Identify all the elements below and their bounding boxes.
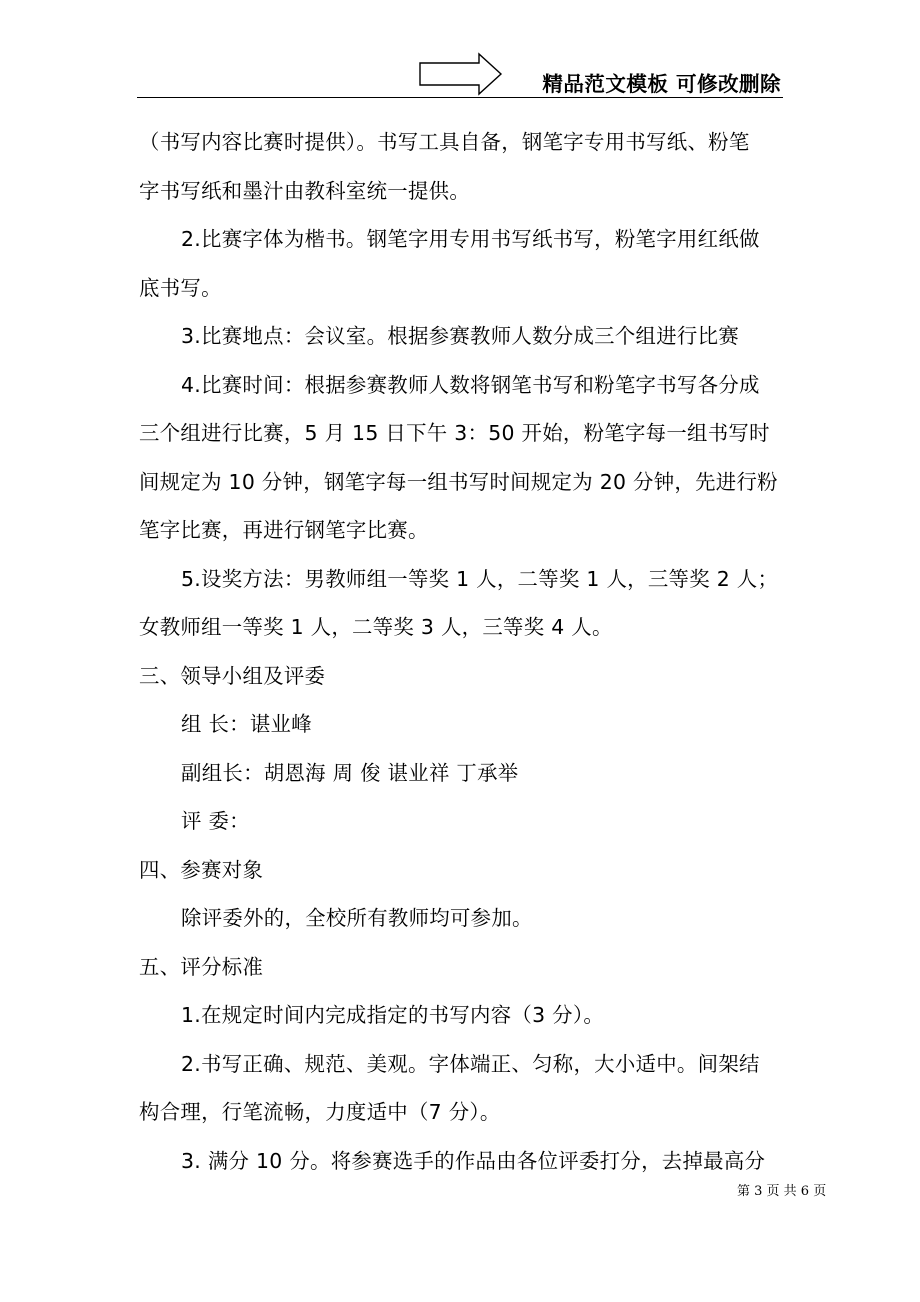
arrow-right-icon [419, 52, 503, 96]
body-line: 2.比赛字体为楷书。钢笔字用专用书写纸书写，粉笔字用红纸做 [181, 227, 760, 251]
body-line: 构合理，行笔流畅，力度适中（7 分）。 [139, 1100, 501, 1124]
body-line: 除评委外的，全校所有教师均可参加。 [181, 906, 533, 930]
body-line: （书写内容比赛时提供）。书写工具自备，钢笔字专用书写纸、粉笔 [139, 130, 750, 154]
body-line: 1.在规定时间内完成指定的书写内容（3 分）。 [181, 1003, 605, 1027]
section-heading: 四、参赛对象 [139, 857, 264, 882]
section-heading: 三、领导小组及评委 [139, 663, 326, 688]
body-line: 评 委： [181, 809, 250, 833]
page-number: 第 3 页 共 6 页 [737, 1184, 827, 1199]
document-body [139, 118, 789, 1185]
body-line: 4.比赛时间：根据参赛教师人数将钢笔书写和粉笔字书写各分成 [181, 372, 760, 397]
body-line: 女教师组一等奖 1 人，二等奖 3 人，三等奖 4 人。 [139, 615, 613, 639]
body-line: 3.比赛地点：会议室。根据参赛教师人数分成三个组进行比赛 [181, 324, 740, 348]
body-line: 底书写。 [139, 275, 222, 300]
body-line: 5.设奖方法：男教师组一等奖 1 人，二等奖 1 人，三等奖 2 人； [181, 566, 779, 591]
body-line: 三个组进行比赛，5 月 15 日下午 3：50 开始，粉笔字每一组书写时 [139, 421, 770, 445]
section-heading: 五、评分标准 [139, 954, 264, 979]
header-rule [137, 97, 783, 99]
page-header [137, 50, 783, 98]
body-line: 间规定为 10 分钟，钢笔字每一组书写时间规定为 20 分钟，先进行粉 [139, 469, 778, 494]
body-line: 3. 满分 10 分。将参赛选手的作品由各位评委打分，去掉最高分 [181, 1148, 766, 1173]
body-line: 副组长：胡恩海 周 俊 谌业祥 丁承举 [181, 760, 519, 785]
header-title: 精品范文模板 可修改删除 [542, 72, 781, 96]
body-line: 字书写纸和墨汁由教科室统一提供。 [139, 178, 471, 203]
body-line: 2.书写正确、规范、美观。字体端正、匀称，大小适中。间架结 [181, 1051, 760, 1076]
body-line: 组 长：谌业峰 [181, 712, 312, 736]
body-line: 笔字比赛，再进行钢笔字比赛。 [139, 518, 429, 542]
